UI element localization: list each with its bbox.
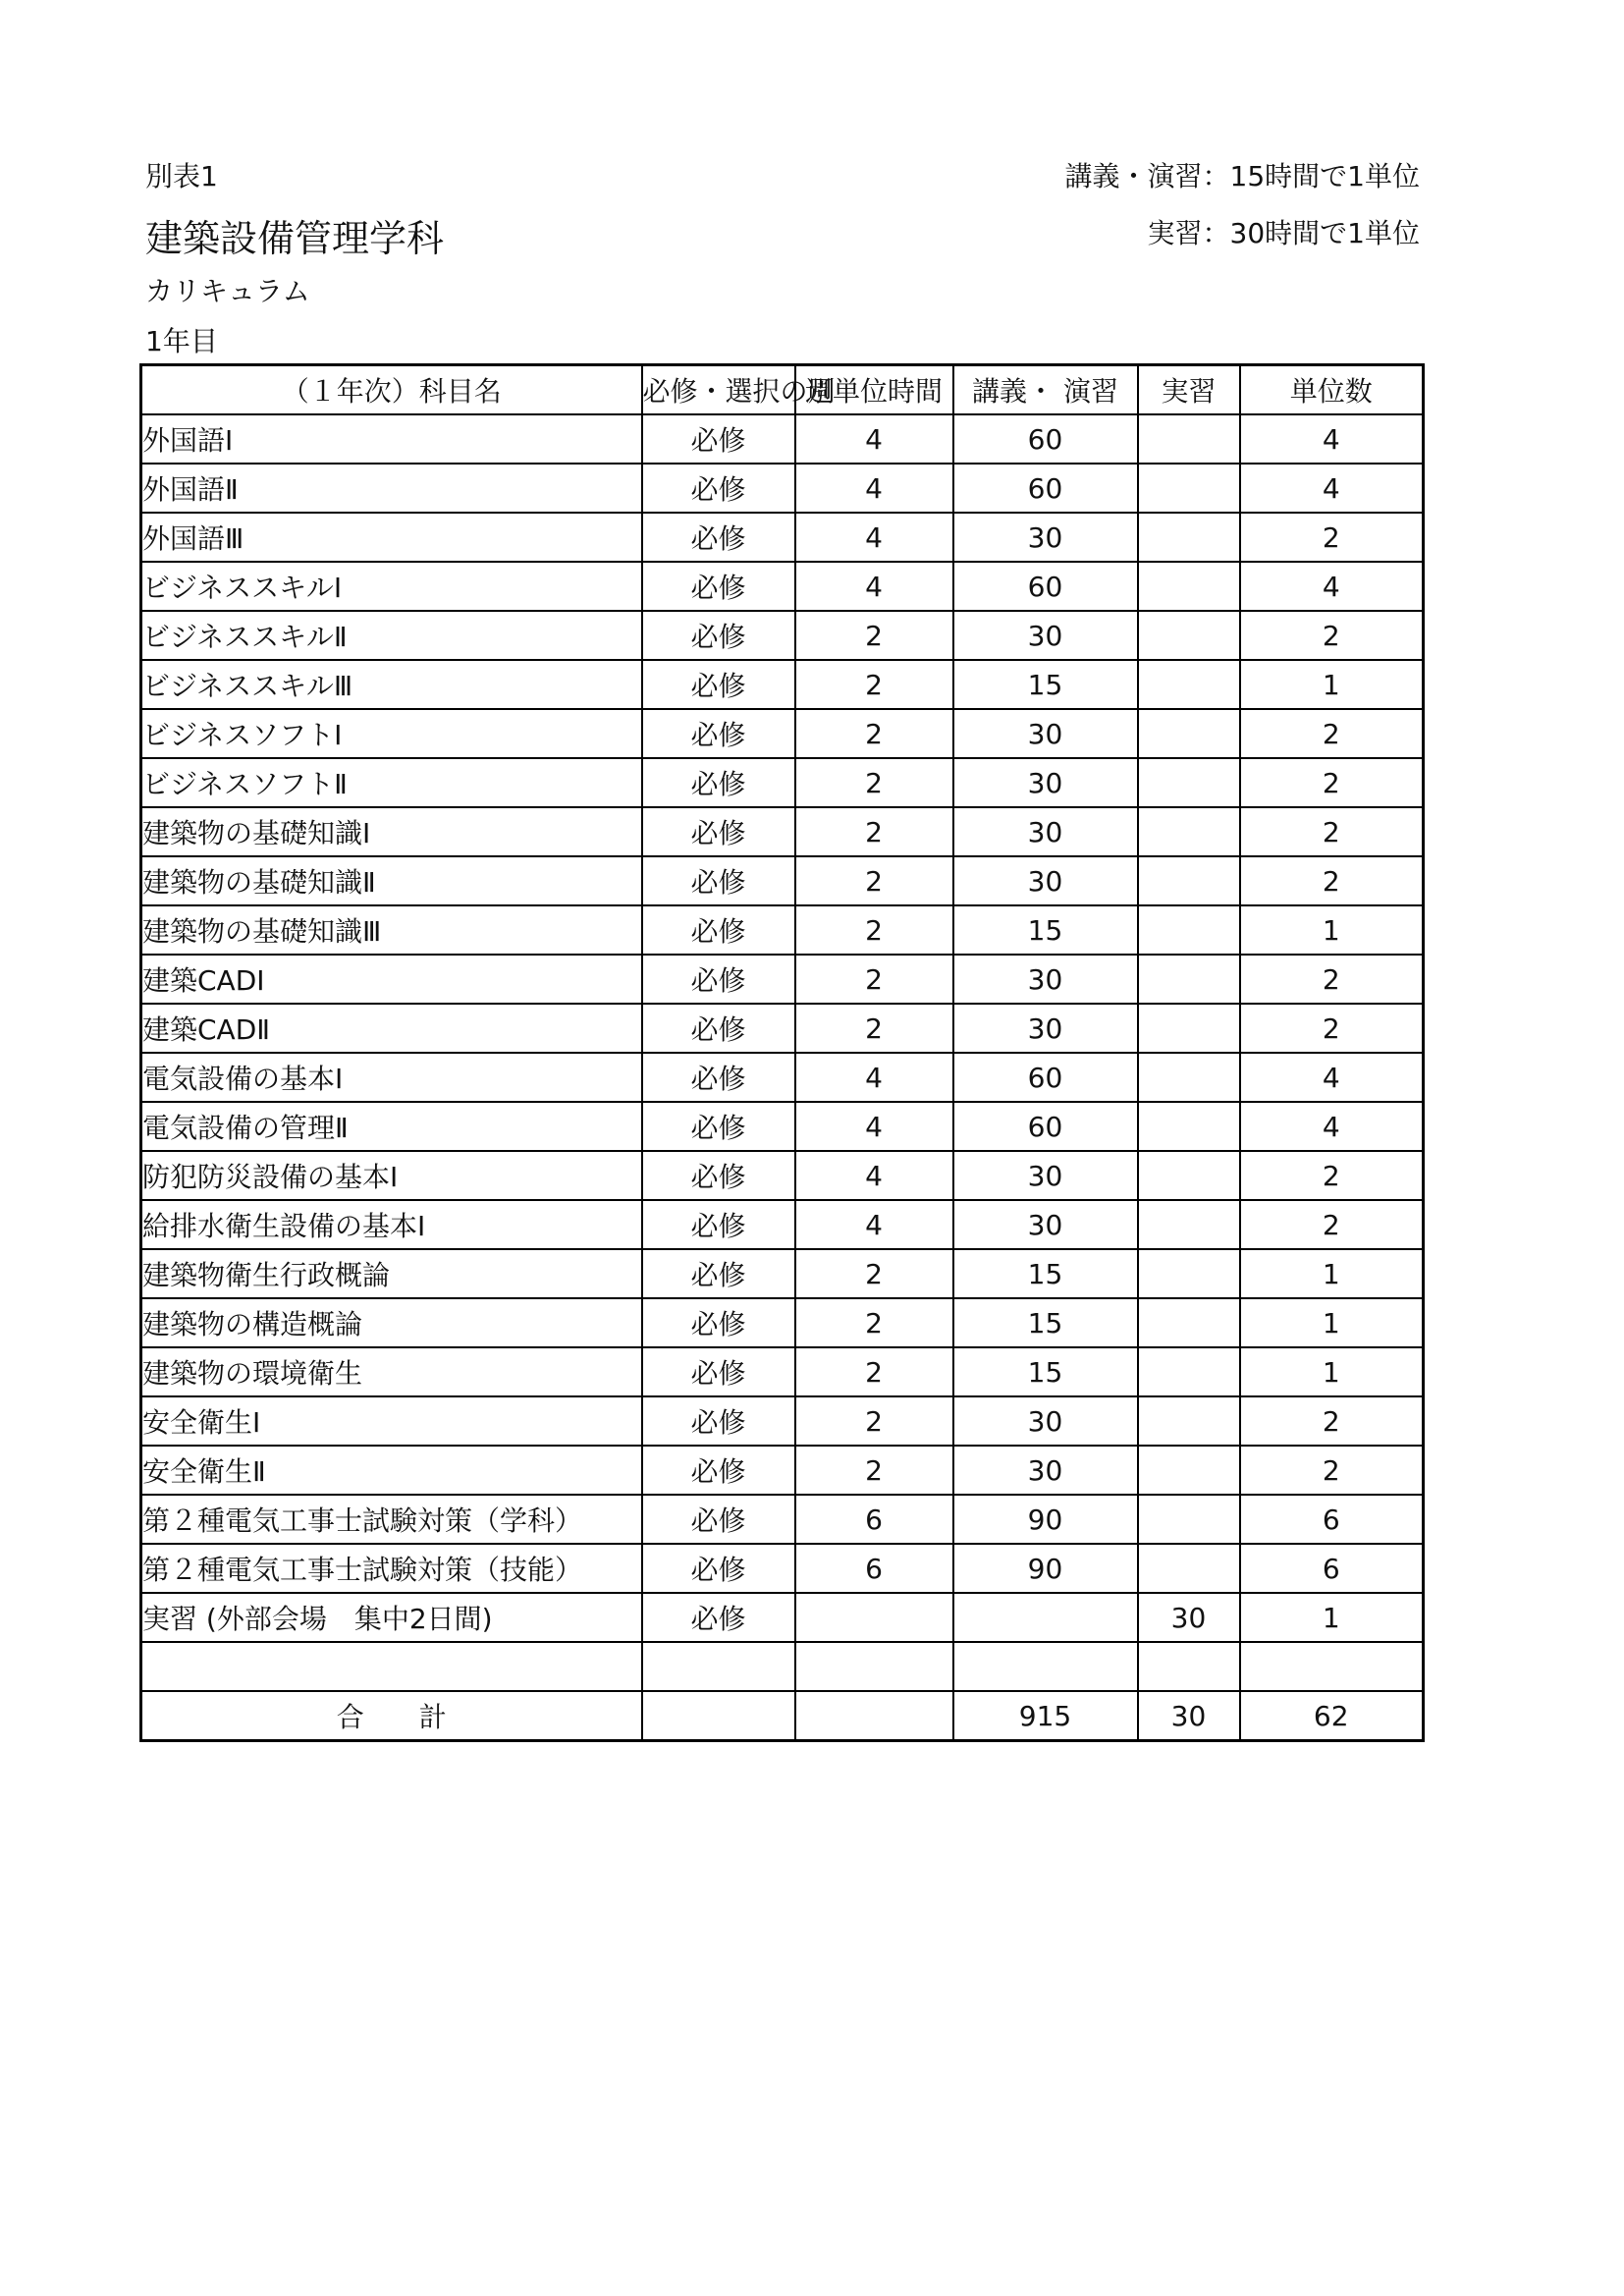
weekly-hours: 4 [795,1053,953,1102]
total-weekly [795,1691,953,1741]
subject-name: 建築物の構造概論 [141,1298,642,1347]
required-type: 必修 [642,1544,795,1593]
practice-hours [1138,807,1240,856]
table-row [141,1446,1424,1495]
subject-name: 実習 (外部会場 集中2日間) [141,1593,642,1642]
credits: 2 [1240,513,1424,562]
lecture-hours: 15 [953,1249,1138,1298]
lecture-hours: 30 [953,1396,1138,1446]
lecture-hours: 15 [953,905,1138,955]
total-lecture: 915 [953,1691,1138,1741]
weekly-hours: 2 [795,807,953,856]
table-row [141,1347,1424,1396]
lecture-hours: 30 [953,1004,1138,1053]
practice-hours [1138,1004,1240,1053]
required-type: 必修 [642,807,795,856]
practice-hours [1138,856,1240,905]
table-row [141,562,1424,611]
credits: 4 [1240,562,1424,611]
weekly-hours: 2 [795,1249,953,1298]
required-type: 必修 [642,1347,795,1396]
lecture-hours: 30 [953,955,1138,1004]
required-type: 必修 [642,955,795,1004]
subject-name: 建築物の基礎知識Ⅲ [141,905,642,955]
credits: 2 [1240,1151,1424,1200]
weekly-hours: 4 [795,464,953,513]
practice-hours [1138,513,1240,562]
credits [1240,1642,1424,1691]
subject-name: 建築物の環境衛生 [141,1347,642,1396]
credits: 4 [1240,1053,1424,1102]
subject-name [141,1642,642,1691]
weekly-hours: 4 [795,1102,953,1151]
col-header-credits: 単位数 [1240,365,1424,415]
lecture-hours: 30 [953,709,1138,758]
practice-hours [1138,955,1240,1004]
practice-hours [1138,414,1240,464]
subject-name: 建築CADⅡ [141,1004,642,1053]
table-row [141,513,1424,562]
required-type: 必修 [642,1593,795,1642]
required-type: 必修 [642,1200,795,1249]
credits: 1 [1240,1593,1424,1642]
required-type: 必修 [642,611,795,660]
practice-hours [1138,1151,1240,1200]
table-row [141,905,1424,955]
col-header-weekly-hours: 週単位時間 [795,365,953,415]
lecture-hours: 60 [953,562,1138,611]
subject-name: 電気設備の基本Ⅰ [141,1053,642,1102]
credits: 2 [1240,611,1424,660]
credits: 2 [1240,1200,1424,1249]
required-type: 必修 [642,905,795,955]
table-row [141,611,1424,660]
practice-hours [1138,464,1240,513]
credits: 1 [1240,1298,1424,1347]
subject-name: ビジネススキルⅢ [141,660,642,709]
lecture-hours: 90 [953,1544,1138,1593]
required-type: 必修 [642,1495,795,1544]
required-type: 必修 [642,414,795,464]
practice-hours [1138,1102,1240,1151]
required-type: 必修 [642,1396,795,1446]
required-type: 必修 [642,1249,795,1298]
table-row [141,414,1424,464]
col-header-required: 必修・選択の別 [642,365,795,415]
weekly-hours: 2 [795,660,953,709]
practice-hours [1138,1200,1240,1249]
subject-name: 外国語Ⅲ [141,513,642,562]
table-row [141,1151,1424,1200]
practice-hours [1138,611,1240,660]
subject-name: ビジネスソフトⅠ [141,709,642,758]
credits: 1 [1240,905,1424,955]
credits: 4 [1240,414,1424,464]
subject-name: 防犯防災設備の基本Ⅰ [141,1151,642,1200]
credits: 2 [1240,1004,1424,1053]
lecture-hours: 30 [953,611,1138,660]
credits: 2 [1240,758,1424,807]
practice-hours [1138,1053,1240,1102]
table-row [141,955,1424,1004]
weekly-hours: 6 [795,1495,953,1544]
table-row [141,1396,1424,1446]
practice-hours [1138,1249,1240,1298]
practice-hours [1138,1642,1240,1691]
table-row [141,1053,1424,1102]
table-row [141,1544,1424,1593]
required-type: 必修 [642,1102,795,1151]
required-type: 必修 [642,709,795,758]
total-label: 合 計 [141,1691,642,1741]
table-row [141,1102,1424,1151]
credits: 2 [1240,1396,1424,1446]
lecture-hours: 30 [953,807,1138,856]
credits: 2 [1240,955,1424,1004]
weekly-hours: 4 [795,1151,953,1200]
table-header-row [141,365,1424,415]
lecture-hours: 15 [953,660,1138,709]
table-row [141,807,1424,856]
col-header-practice: 実習 [1138,365,1240,415]
lecture-hours: 30 [953,856,1138,905]
table-row [141,1495,1424,1544]
table-row [141,856,1424,905]
table-row [141,758,1424,807]
table-row [141,1004,1424,1053]
lecture-credit-note: 講義・演習：15時間で1単位 [1064,160,1420,192]
credits: 2 [1240,1446,1424,1495]
weekly-hours: 2 [795,1446,953,1495]
subject-name: 給排水衛生設備の基本Ⅰ [141,1200,642,1249]
practice-hours [1138,1298,1240,1347]
weekly-hours: 2 [795,1396,953,1446]
total-required [642,1691,795,1741]
year-label: 1年目 [145,325,218,357]
weekly-hours: 2 [795,611,953,660]
lecture-hours: 15 [953,1347,1138,1396]
practice-hours [1138,709,1240,758]
weekly-hours: 2 [795,758,953,807]
table-row [141,1200,1424,1249]
required-type: 必修 [642,513,795,562]
subject-name: ビジネススキルⅠ [141,562,642,611]
required-type: 必修 [642,1151,795,1200]
lecture-hours: 30 [953,1200,1138,1249]
table-row [141,1642,1424,1691]
required-type: 必修 [642,1004,795,1053]
lecture-hours: 30 [953,513,1138,562]
required-type: 必修 [642,1298,795,1347]
col-header-lecture: 講義・ 演習 [953,365,1138,415]
total-row [141,1691,1424,1741]
weekly-hours: 2 [795,1347,953,1396]
credits: 6 [1240,1544,1424,1593]
weekly-hours [795,1642,953,1691]
table-row [141,1298,1424,1347]
lecture-hours: 90 [953,1495,1138,1544]
credits: 1 [1240,1249,1424,1298]
weekly-hours: 4 [795,1200,953,1249]
lecture-hours: 15 [953,1298,1138,1347]
curriculum-table [139,363,1425,1742]
weekly-hours: 6 [795,1544,953,1593]
col-header-subject: （１年次）科目名 [141,365,642,415]
lecture-hours: 60 [953,464,1138,513]
practice-hours [1138,1347,1240,1396]
table-row [141,1249,1424,1298]
total-credits: 62 [1240,1691,1424,1741]
weekly-hours: 4 [795,414,953,464]
lecture-hours: 30 [953,1446,1138,1495]
weekly-hours: 2 [795,709,953,758]
subject-name: 建築物衛生行政概論 [141,1249,642,1298]
practice-hours [1138,562,1240,611]
table-row [141,1593,1424,1642]
weekly-hours: 4 [795,562,953,611]
lecture-hours [953,1593,1138,1642]
total-practice: 30 [1138,1691,1240,1741]
credits: 6 [1240,1495,1424,1544]
credits: 4 [1240,464,1424,513]
weekly-hours: 2 [795,1004,953,1053]
practice-hours [1138,1544,1240,1593]
weekly-hours: 2 [795,955,953,1004]
subject-name: 建築物の基礎知識Ⅰ [141,807,642,856]
subject-name: 電気設備の管理Ⅱ [141,1102,642,1151]
practice-hours [1138,905,1240,955]
practice-hours [1138,758,1240,807]
credits: 2 [1240,807,1424,856]
subject-name: 安全衛生Ⅰ [141,1396,642,1446]
lecture-hours: 60 [953,1102,1138,1151]
practice-hours [1138,660,1240,709]
appendix-label: 別表1 [145,160,218,192]
table-row [141,660,1424,709]
practice-credit-note: 実習：30時間で1単位 [1147,217,1420,249]
required-type: 必修 [642,1446,795,1495]
department-title: 建築設備管理学科 [145,217,445,260]
subject-name: 建築物の基礎知識Ⅱ [141,856,642,905]
subject-name: 建築CADⅠ [141,955,642,1004]
subject-name: 安全衛生Ⅱ [141,1446,642,1495]
credits: 2 [1240,856,1424,905]
weekly-hours: 2 [795,856,953,905]
curriculum-label: カリキュラム [145,275,310,307]
weekly-hours: 2 [795,905,953,955]
table-row [141,709,1424,758]
credits: 1 [1240,660,1424,709]
lecture-hours: 60 [953,1053,1138,1102]
required-type [642,1642,795,1691]
weekly-hours: 2 [795,1298,953,1347]
subject-name: ビジネススキルⅡ [141,611,642,660]
table-row [141,464,1424,513]
subject-name: 第２種電気工事士試験対策（技能） [141,1544,642,1593]
lecture-hours [953,1642,1138,1691]
subject-name: ビジネスソフトⅡ [141,758,642,807]
required-type: 必修 [642,464,795,513]
lecture-hours: 30 [953,1151,1138,1200]
required-type: 必修 [642,1053,795,1102]
subject-name: 外国語Ⅱ [141,464,642,513]
practice-hours [1138,1396,1240,1446]
credits: 1 [1240,1347,1424,1396]
lecture-hours: 30 [953,758,1138,807]
practice-hours [1138,1495,1240,1544]
subject-name: 外国語Ⅰ [141,414,642,464]
lecture-hours: 60 [953,414,1138,464]
credits: 4 [1240,1102,1424,1151]
weekly-hours: 4 [795,513,953,562]
required-type: 必修 [642,758,795,807]
weekly-hours [795,1593,953,1642]
required-type: 必修 [642,856,795,905]
practice-hours: 30 [1138,1593,1240,1642]
required-type: 必修 [642,562,795,611]
required-type: 必修 [642,660,795,709]
practice-hours [1138,1446,1240,1495]
credits: 2 [1240,709,1424,758]
subject-name: 第２種電気工事士試験対策（学科） [141,1495,642,1544]
